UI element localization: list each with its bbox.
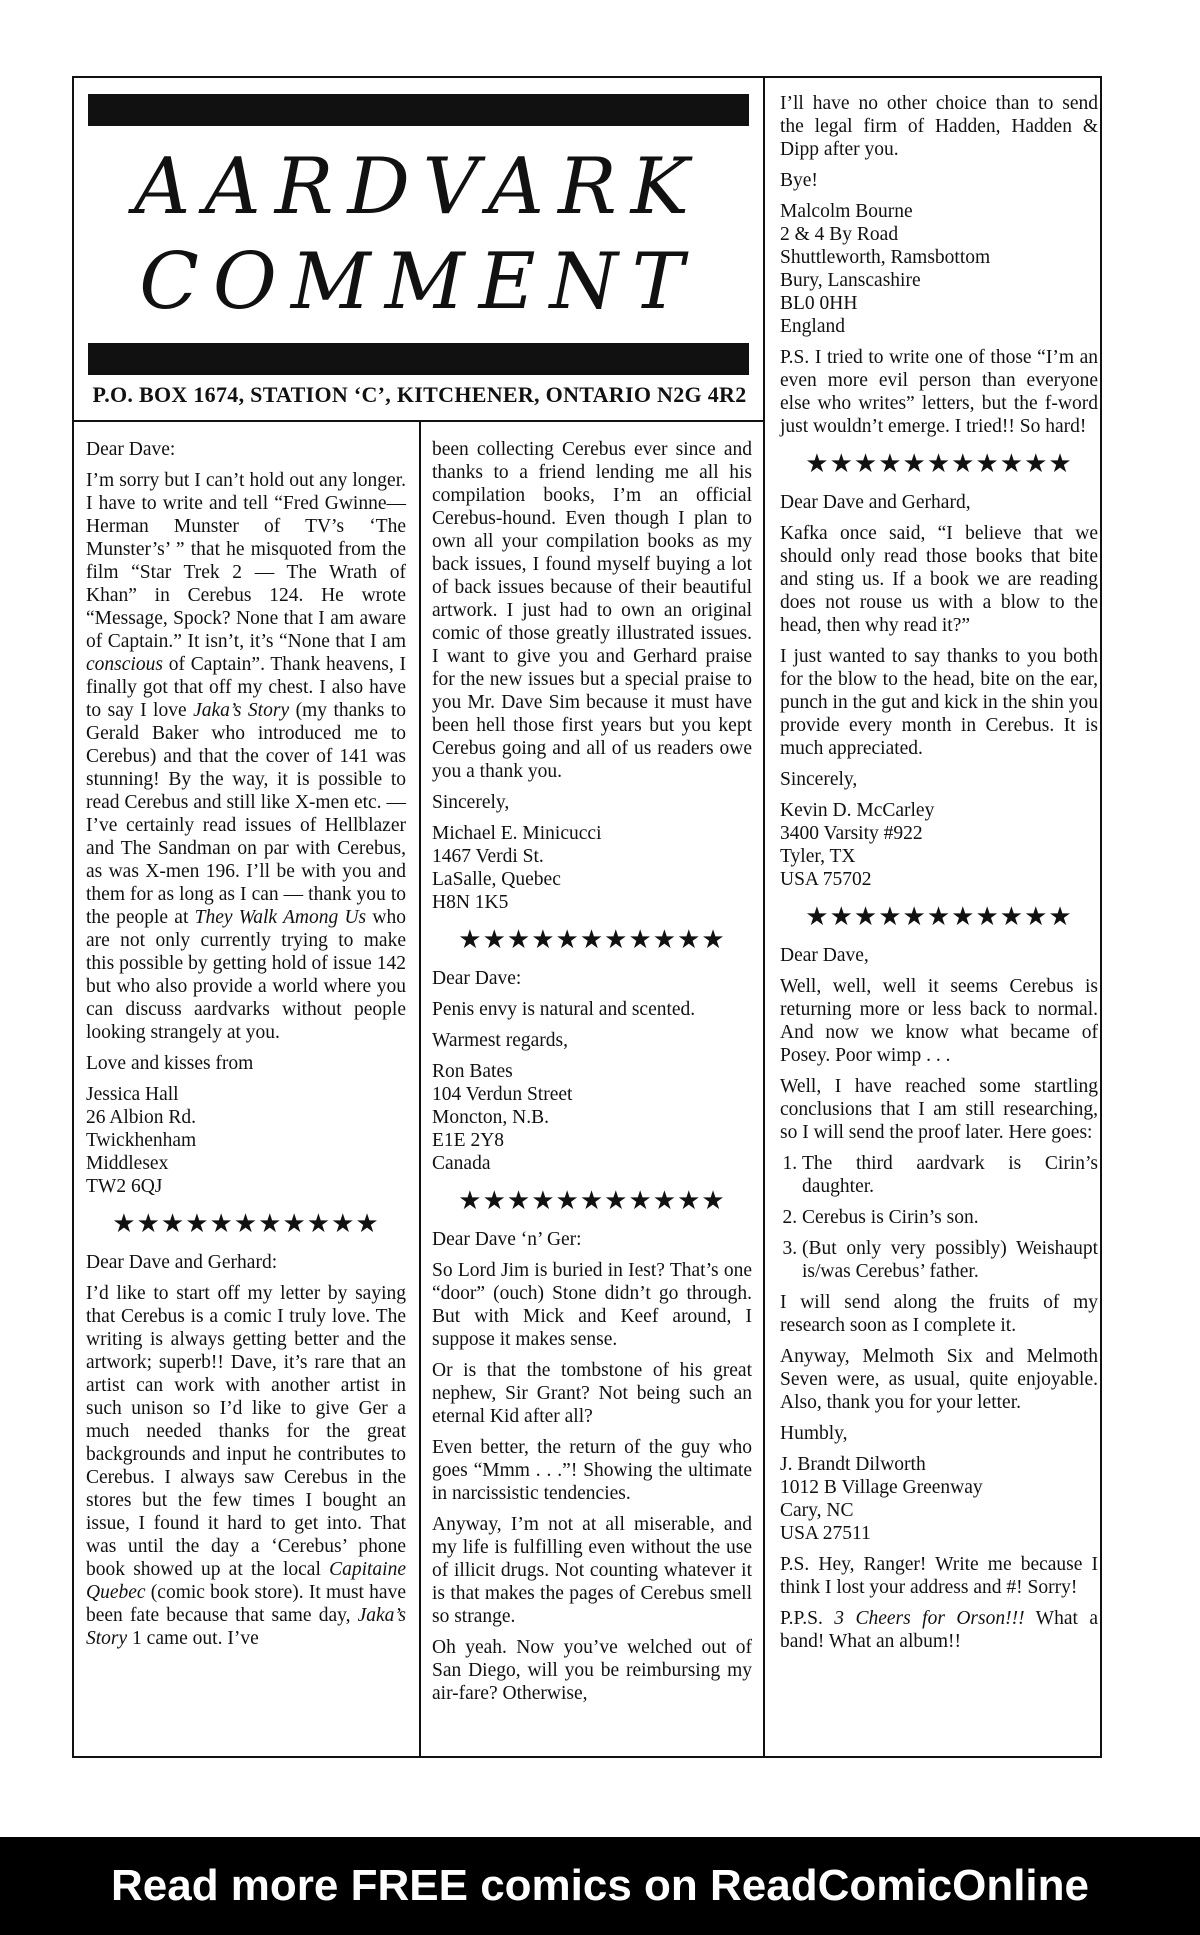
signature-line: LaSalle, Quebec [432,869,561,890]
signature-line: USA 27511 [780,1523,871,1544]
letter-salutation: Dear Dave and Gerhard: [86,1252,278,1273]
letter-text: who are not only currently trying to make this possible by getting hold of issue 142 but who also provide a world where you can discuss aardvarks without people looking strangely at you. [86,907,406,1043]
signature-line: Malcolm Bourne [780,201,913,222]
signature-line: 1467 Verdi St. [432,846,544,867]
signature-line: TW2 6QJ [86,1176,163,1197]
letter-signature [432,1060,752,1175]
letter-emphasis: Jaka’s Story [193,700,290,721]
column-3 [780,92,1098,1661]
letter-body: Even better, the return of the guy who goes “Mmm . . .”! Showing the ultimate in narcissistic tendencies. [432,1437,752,1504]
signature-line: Michael E. Minicucci [432,823,602,844]
signature-line: 3400 Varsity #922 [780,823,923,844]
letter-closing: Sincerely, [432,792,510,813]
letter-body: Well, well, well it seems Cerebus is returning more or less back to normal. And now we know what became of Posey. Poor wimp . . . [780,976,1098,1066]
signature-line: Tyler, TX [780,846,856,867]
column-2 [432,438,752,1713]
list-item: 1. The third aardvark is Cirin’s daughter. [802,1152,1098,1198]
star-separator: ★★★★★★★★★★★ [805,449,1073,478]
signature-line: BL0 0HH [780,293,858,314]
letter-body: Oh yeah. Now you’ve welched out of San Diego, will you be reimbursing my air-fare? Otherwise, [432,1637,752,1704]
letter-body: Anyway, Melmoth Six and Melmoth Seven were, as usual, quite enjoyable. Also, thank you for your letter. [780,1346,1098,1413]
list-item: 3. (But only very possibly) Weishaupt is/was Cerebus’ father. [802,1237,1098,1283]
letter-emphasis: conscious [86,654,163,675]
letter-signature [432,822,752,914]
letter-body [86,469,406,1044]
letter-emphasis: They Walk Among Us [194,907,367,928]
letter-postscript-2 [780,1607,1098,1653]
signature-line: 2 & 4 By Road [780,224,899,245]
signature-line: E1E 2Y8 [432,1130,505,1151]
letter-malcolm-bourne [432,1228,752,1705]
header-bottom-bar [88,343,749,375]
star-separator: ★★★★★★★★★★★ [458,925,726,954]
signature-line: Jessica Hall [86,1084,179,1105]
header-top-bar [88,94,749,126]
letter-closing: Humbly, [780,1423,848,1444]
column-divider-2 [763,78,765,1758]
signature-line: Ron Bates [432,1061,513,1082]
letter-body: Well, I have reached some startling conclusions that I am still researching, so I will send the proof later. Here goes: [780,1076,1098,1143]
letter-signature [86,1083,406,1198]
letter-text: I’d like to start off my letter by saying that Cerebus is a comic I truly love. The writing is always getting better and the artwork; superb!! Dave, it’s rare that an artist can work with another artist in such unison so I’d like to give Ger a much needed thanks for the great backgrounds and input he contributes to Cerebus. I always saw Cerebus in the stores but the few times I bought an issue, I found it hard to get into. That was until the day a ‘Cerebus’ phone book showed up at the local [86,1283,406,1580]
star-separator: ★★★★★★★★★★★ [112,1209,380,1238]
letter-text: (my thanks to Gerald Baker who introduced me to Cerebus) and that the cover of 141 was stunning! By the way, it is possible to read Cerebus and still like X-men etc. — I’ve certainly read issues of Hellblazer and The Sandman on par with Cerebus, as was X-men 196. I’ll be with you and them for as long as I can — thank you to the people at [86,700,406,928]
letter-postscript: P.S. I tried to write one of those “I’m an even more evil person than everyone else who writes” letters, but the f-word just wouldn’t emerge. I tried!! So hard! [780,347,1098,437]
column-divider-1 [419,422,421,1758]
signature-line: 26 Albion Rd. [86,1107,196,1128]
star-separator: ★★★★★★★★★★★ [458,1186,726,1215]
letter-emphasis: Capitaine Quebec [86,1559,406,1603]
letter-salutation: Dear Dave ‘n’ Ger: [432,1229,582,1250]
letter-closing: Love and kisses from [86,1053,254,1074]
letter-closing: Warmest regards, [432,1030,568,1051]
letter-michael-minicucci-continued [432,438,752,914]
signature-line: 1012 B Village Greenway [780,1477,983,1498]
signature-line: Canada [432,1153,491,1174]
letter-signature [780,799,1098,891]
letter-michael-minicucci [86,1251,406,1650]
letter-postscript: P.S. Hey, Ranger! Write me because I think I lost your address and #! Sorry! [780,1554,1098,1598]
signature-line: H8N 1K5 [432,892,509,913]
letter-body: been collecting Cerebus ever since and thanks to a friend lending me all his compilation books, I’m an official Cerebus-hound. Even though I plan to own all your compilation books as my back issues, I found myself buying a lot of back issues because of their beautiful artwork. I just had to own an original comic of those greatly illustrated issues. I want to give you and Gerhard praise for the new issues but a special praise to you Mr. Dave Sim because it must have been hell those first years but you kept Cerebus going and all of us readers owe you a thank you. [432,439,752,782]
signature-line: England [780,316,845,337]
letter-body: Kafka once said, “I believe that we should only read those books that bite and sting us. If a book we are reading does not rouse us with a blow to the head, then why read it?” [780,523,1098,636]
letter-salutation: Dear Dave and Gerhard, [780,492,971,513]
star-separator: ★★★★★★★★★★★ [805,902,1073,931]
signature-line: Bury, Lanscashire [780,270,921,291]
mailing-address: P.O. BOX 1674, STATION ‘C’, KITCHENER, ONTARIO N2G 4R2 [92,382,747,407]
column-1 [86,438,406,1658]
letter-text: 1 came out. I’ve [127,1628,259,1649]
signature-line: J. Brandt Dilworth [780,1454,926,1475]
letter-body [86,1282,406,1650]
letter-brandt-dilworth [780,944,1098,1653]
letter-body: I’ll have no other choice than to send the legal firm of Hadden, Hadden & Dipp after you. [780,93,1098,160]
letter-text: (comic book store). It must have been fate because that same day, [86,1582,406,1626]
promo-banner[interactable]: Read more FREE comics on ReadComicOnline [0,1837,1200,1935]
letter-body: I will send along the fruits of my research soon as I complete it. [780,1292,1098,1336]
signature-line: 104 Verdun Street [432,1084,573,1105]
letter-body: Or is that the tombstone of his great nephew, Sir Grant? Not being such an eternal Kid after all? [432,1360,752,1427]
letter-closing: Bye! [780,170,818,191]
header-box [74,78,765,422]
letter-signature [780,200,1098,338]
signature-line: Kevin D. McCarley [780,800,935,821]
letter-text: What a band! What an album!! [780,1608,1098,1652]
letter-kevin-mccarley [780,491,1098,891]
letter-body: I just wanted to say thanks to you both for the blow to the head, bite on the ear, punch in the gut and kick in the shin you provide every month in Cerebus. It is much appreciated. [780,646,1098,759]
conclusions-list [780,1152,1098,1283]
signature-line: Cary, NC [780,1500,854,1521]
letter-text: P.P.S. [780,1608,835,1629]
signature-line: USA 75702 [780,869,872,890]
letter-emphasis: Jaka’s Story [86,1605,406,1649]
list-item: 2. Cerebus is Cirin’s son. [802,1206,1098,1229]
signature-line: Twickhenham [86,1130,197,1151]
letter-emphasis: 3 Cheers for Orson!!! [834,1608,1025,1629]
letter-closing: Sincerely, [780,769,858,790]
page-title-line2: COMMENT [139,237,698,327]
letter-salutation: Dear Dave: [432,968,522,989]
letter-ron-bates [432,967,752,1175]
signature-line: Moncton, N.B. [432,1107,549,1128]
letter-body: Anyway, I’m not at all miserable, and my life is fulfilling even without the use of illicit drugs. Not counting whatever it is that makes the pages of Cerebus smell so strange. [432,1514,752,1627]
signature-line: Middlesex [86,1153,169,1174]
letter-malcolm-bourne-continued [780,92,1098,438]
page-title-line1: AARDVARK [134,142,703,232]
letter-salutation: Dear Dave: [86,439,176,460]
letter-body: So Lord Jim is buried in Iest? That’s one “door” (ouch) Stone didn’t go through. But with Mick and Keef around, I suppose it makes sense. [432,1260,752,1350]
letter-salutation: Dear Dave, [780,945,869,966]
signature-line: Shuttleworth, Ramsbottom [780,247,991,268]
letter-text: I’m sorry but I can’t hold out any longer. I have to write and tell “Fred Gwinne—Herman Munster of TV’s ‘The Munster’s’ ” that he misquoted from the film “Star Trek 2 — The Wrath of Khan” in Cerebus 124. He wrote “Message, Spock? None that I am aware of Captain.” It isn’t, it’s “None that I am [86,470,406,652]
letter-body: Penis envy is natural and scented. [432,999,696,1020]
letter-text: of Captain”. Thank heavens, I finally got that off my chest. I also have to say I love [86,654,406,721]
letter-jessica-hall [86,438,406,1198]
page-frame [72,76,1102,1758]
letter-signature [780,1453,1098,1545]
